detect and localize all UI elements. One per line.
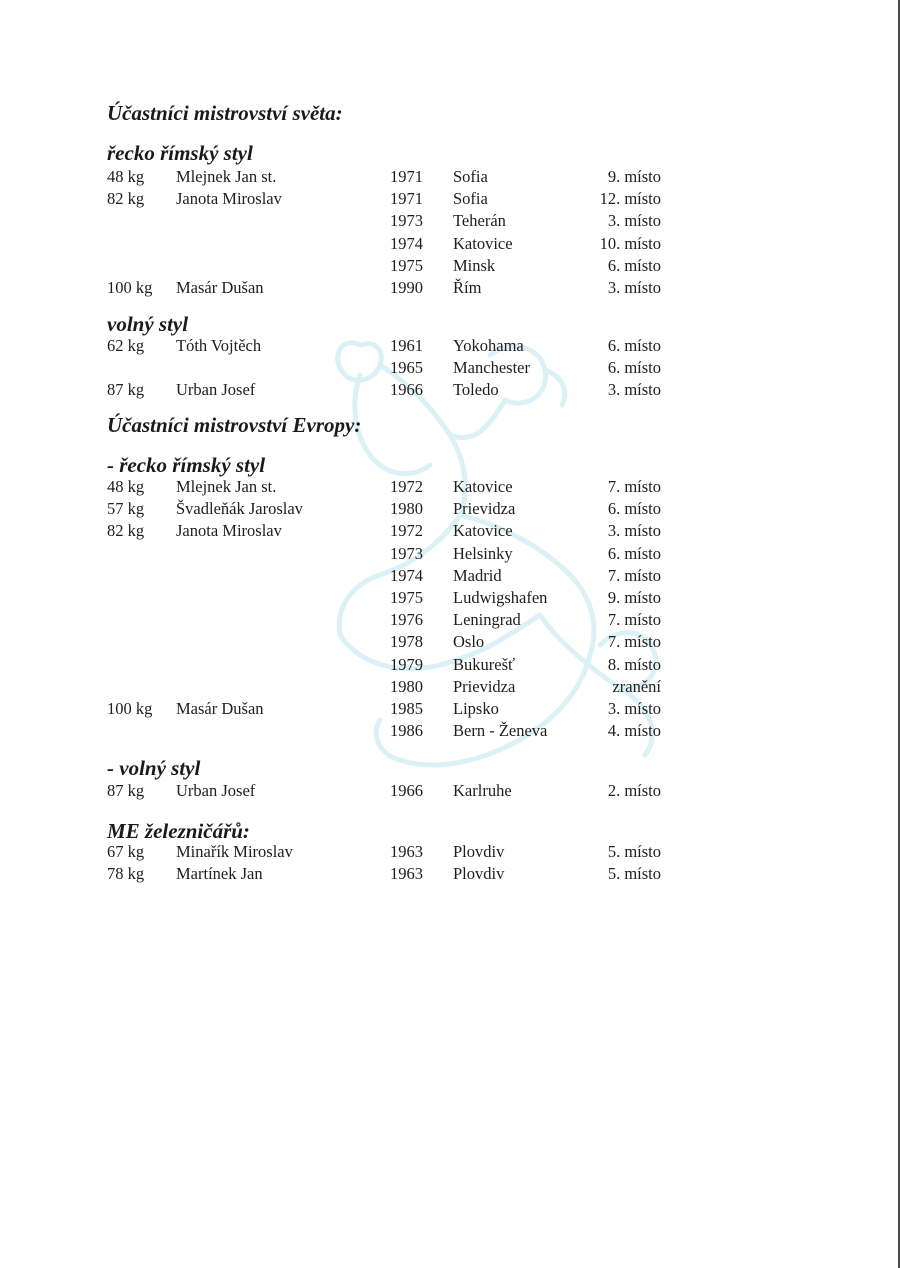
- athlete-name: Mlejnek Jan st.: [176, 167, 277, 186]
- city: Helsinky: [453, 543, 513, 563]
- city: Oslo: [453, 632, 485, 652]
- city: Karlruhe: [453, 781, 512, 800]
- city: Minsk: [453, 255, 496, 275]
- year: 1973: [390, 211, 423, 231]
- city: Sofia: [453, 167, 488, 186]
- placement: 5. místo: [607, 842, 661, 861]
- year: 1966: [390, 781, 423, 800]
- athlete-name: Tóth Vojtěch: [176, 336, 262, 355]
- city: Ludwigshafen: [453, 588, 548, 607]
- weight-class: 100 kg: [107, 278, 153, 297]
- weight-class: 82 kg: [107, 521, 145, 541]
- placement: 3. místo: [607, 380, 661, 400]
- group-title: řecko římský styl: [107, 141, 253, 165]
- weight-class: 100 kg: [107, 699, 153, 718]
- weight-class: 87 kg: [107, 380, 145, 400]
- athlete-name: Martínek Jan: [176, 864, 263, 884]
- placement: 6. místo: [607, 358, 661, 378]
- section-title: Účastníci mistrovství světa:: [107, 101, 343, 125]
- year: 1973: [390, 543, 423, 563]
- placement: 4. místo: [607, 721, 661, 741]
- city: Bukurešť: [453, 654, 516, 674]
- city: Lipsko: [453, 699, 499, 718]
- city: Bern - Ženeva: [453, 721, 548, 741]
- athlete-name: Masár Dušan: [176, 278, 264, 297]
- city: Řím: [453, 278, 482, 297]
- group-title: - volný styl: [107, 756, 201, 780]
- section-title: ME železničářů:: [107, 819, 250, 843]
- city: Manchester: [453, 358, 530, 378]
- placement: 6. místo: [607, 336, 661, 355]
- city: Plovdiv: [453, 842, 505, 861]
- year: 1979: [390, 654, 423, 674]
- section-title: Účastníci mistrovství Evropy:: [107, 413, 362, 437]
- placement: 7. místo: [607, 632, 661, 652]
- year: 1986: [390, 721, 423, 741]
- placement: 8. místo: [607, 654, 661, 674]
- year: 1961: [390, 336, 423, 355]
- year: 1978: [390, 632, 423, 652]
- athlete-name: Urban Josef: [176, 781, 256, 800]
- placement: 3. místo: [607, 278, 661, 297]
- year: 1963: [390, 864, 423, 884]
- year: 1974: [390, 233, 423, 253]
- placement: 6. místo: [607, 499, 661, 519]
- placement: 5. místo: [607, 864, 661, 884]
- athlete-name: Janota Miroslav: [176, 521, 282, 541]
- athlete-name: Masár Dušan: [176, 699, 264, 718]
- placement: 6. místo: [607, 255, 661, 275]
- year: 1971: [390, 167, 423, 186]
- placement: 3. místo: [607, 521, 661, 541]
- city: Prievidza: [453, 499, 516, 519]
- city: Katovice: [453, 521, 513, 541]
- weight-class: 48 kg: [107, 477, 145, 496]
- athlete-name: Janota Miroslav: [176, 189, 282, 209]
- year: 1980: [390, 499, 423, 519]
- weight-class: 57 kg: [107, 499, 145, 519]
- athlete-name: Urban Josef: [176, 380, 256, 400]
- placement: 7. místo: [607, 477, 661, 496]
- weight-class: 87 kg: [107, 781, 145, 800]
- athlete-name: Minařík Miroslav: [176, 842, 293, 861]
- placement: 6. místo: [607, 543, 661, 563]
- year: 1976: [390, 610, 423, 630]
- placement: 9. místo: [607, 588, 661, 607]
- athlete-name: Mlejnek Jan st.: [176, 477, 277, 496]
- weight-class: 67 kg: [107, 842, 145, 861]
- weight-class: 48 kg: [107, 167, 145, 186]
- year: 1985: [390, 699, 423, 718]
- placement: 7. místo: [607, 610, 661, 630]
- weight-class: 62 kg: [107, 336, 145, 355]
- year: 1971: [390, 189, 423, 209]
- group-title: - řecko římský styl: [107, 453, 266, 477]
- placement: 12. místo: [599, 189, 661, 209]
- city: Prievidza: [453, 676, 516, 696]
- placement: 3. místo: [607, 211, 661, 231]
- year: 1963: [390, 842, 423, 861]
- year: 1972: [390, 521, 423, 541]
- group-title: volný styl: [107, 312, 189, 336]
- placement: zranění: [612, 676, 661, 696]
- placement: 10. místo: [599, 233, 661, 253]
- placement: 2. místo: [607, 781, 661, 800]
- city: Leningrad: [453, 610, 521, 630]
- athlete-name: Švadleňák Jaroslav: [176, 499, 303, 519]
- city: Toledo: [453, 380, 499, 400]
- year: 1975: [390, 588, 423, 607]
- city: Madrid: [453, 565, 502, 585]
- year: 1972: [390, 477, 423, 496]
- city: Katovice: [453, 233, 513, 253]
- placement: 7. místo: [607, 565, 661, 585]
- weight-class: 78 kg: [107, 864, 145, 884]
- year: 1980: [390, 676, 423, 696]
- city: Sofia: [453, 189, 488, 209]
- placement: 3. místo: [607, 699, 661, 718]
- year: 1975: [390, 255, 423, 275]
- year: 1966: [390, 380, 423, 400]
- city: Yokohama: [453, 336, 524, 355]
- year: 1990: [390, 278, 423, 297]
- city: Katovice: [453, 477, 513, 496]
- city: Teherán: [453, 211, 506, 231]
- weight-class: 82 kg: [107, 189, 145, 209]
- year: 1974: [390, 565, 423, 585]
- placement: 9. místo: [607, 167, 661, 186]
- city: Plovdiv: [453, 864, 505, 884]
- year: 1965: [390, 358, 423, 378]
